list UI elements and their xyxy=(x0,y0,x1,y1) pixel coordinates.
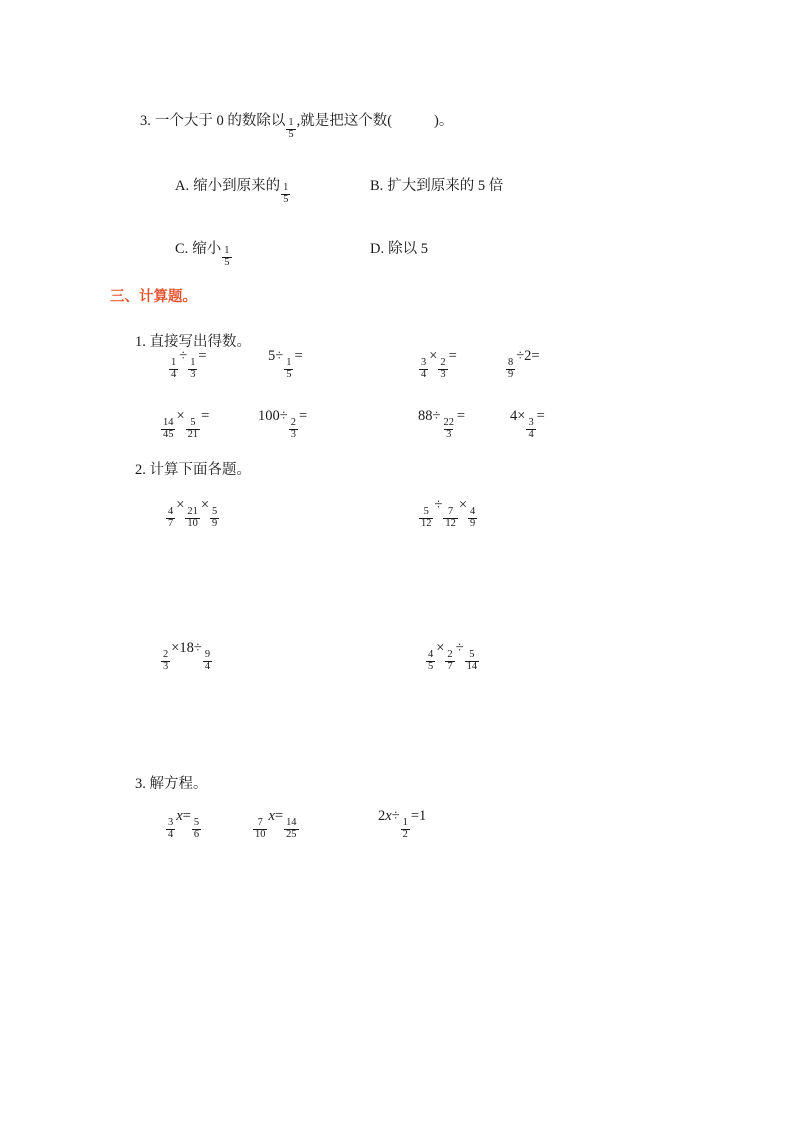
operator-text: = xyxy=(201,408,210,424)
fraction xyxy=(210,507,219,530)
calc-row-2 xyxy=(0,640,793,680)
section-3-heading-wrap xyxy=(0,285,793,306)
operator-text: 2 xyxy=(378,808,386,824)
operator-text: = xyxy=(182,808,191,824)
option-b[interactable] xyxy=(370,175,503,198)
equation-expr-3 xyxy=(378,808,426,841)
fraction-numerator: 1 xyxy=(402,816,408,828)
fraction-denominator: 3 xyxy=(290,428,296,440)
operator-text: ÷ xyxy=(391,808,400,824)
fraction-denominator: 12 xyxy=(445,517,456,529)
fraction-denominator: 3 xyxy=(440,368,446,380)
option-a[interactable] xyxy=(175,175,291,206)
operator-text: × xyxy=(429,348,438,364)
fraction-denominator: 3 xyxy=(163,660,169,672)
fraction xyxy=(289,418,298,441)
oral-expr-r2-1 xyxy=(160,408,209,441)
option-c-fraction: $\frac{1}{5}$ xyxy=(224,245,230,268)
fraction xyxy=(166,818,175,841)
calc-row-1 xyxy=(0,497,793,537)
fraction xyxy=(468,507,477,530)
fraction xyxy=(526,418,535,441)
operator-text: 5÷ xyxy=(268,348,284,364)
fraction-numerator: 14 xyxy=(286,816,297,828)
fraction-denominator: 2 xyxy=(402,828,408,840)
operator-text: = xyxy=(198,348,207,364)
fraction-denominator: 4 xyxy=(168,828,174,840)
fraction-one-fifth: $\frac{1}{5}$ xyxy=(288,117,294,140)
variable: x xyxy=(385,808,392,824)
fraction xyxy=(169,358,178,381)
fraction-numerator: 2 xyxy=(447,648,453,660)
fraction xyxy=(419,507,433,530)
fraction-numerator: 4 xyxy=(428,648,434,660)
calc-expr-r2-1 xyxy=(160,640,213,673)
fraction-denominator: 10 xyxy=(187,517,198,529)
fraction-denominator: 14 xyxy=(466,660,478,672)
operator-text: = xyxy=(448,348,457,364)
operator-text: ÷ xyxy=(434,497,443,513)
fraction-denominator: 12 xyxy=(421,517,432,529)
fraction-denominator: 6 xyxy=(193,828,200,840)
operator-text: = xyxy=(274,808,284,824)
oral-expr-r2-2 xyxy=(258,408,307,441)
fraction xyxy=(419,358,428,381)
fraction xyxy=(161,418,175,441)
calc-expr-r1-2 xyxy=(418,497,478,530)
operator-text: ÷2= xyxy=(516,348,540,364)
fraction xyxy=(253,818,267,841)
fraction xyxy=(188,358,197,381)
fraction-denominator: 5 xyxy=(428,660,434,672)
calc-expr-r2-2 xyxy=(425,640,480,673)
fraction xyxy=(465,650,479,673)
fraction-numerator: 2 xyxy=(290,416,296,428)
fraction-numerator: 7 xyxy=(448,505,454,517)
option-d-text: 除以 5 xyxy=(388,241,428,257)
oral-expr-r2-4 xyxy=(510,408,545,441)
sub-section-2-wrap xyxy=(0,458,793,479)
oral-expr-r1-1 xyxy=(168,348,207,381)
fraction-numerator: 1 xyxy=(171,356,177,368)
fraction-numerator: 5 xyxy=(193,816,200,828)
operator-text: 88÷ xyxy=(418,408,441,424)
operator-text: ×18÷ xyxy=(171,640,202,656)
fraction xyxy=(161,650,170,673)
fraction-denominator: 3 xyxy=(190,368,196,380)
fraction-numerator: 14 xyxy=(163,416,174,428)
fraction-numerator: 8 xyxy=(508,356,514,368)
fraction-denominator: 21 xyxy=(187,428,199,440)
sub-section-2-label: 2. 计算下面各题。 xyxy=(135,462,251,478)
fraction xyxy=(426,650,435,673)
operator-text: × xyxy=(436,640,445,656)
question-3 xyxy=(0,110,793,141)
operator-text: ÷ xyxy=(179,348,188,364)
fraction-numerator: 3 xyxy=(528,416,534,428)
fraction-denominator: 9 xyxy=(508,368,514,380)
fraction-numerator: 5 xyxy=(212,505,218,517)
option-a-fraction: $\frac{1}{5}$ xyxy=(283,182,289,205)
oral-expr-r2-3 xyxy=(418,408,465,441)
fraction-numerator: 4 xyxy=(470,505,476,517)
fraction-numerator: 4 xyxy=(168,505,174,517)
fraction-numerator: 3 xyxy=(168,816,174,828)
variable: x xyxy=(268,808,275,824)
fraction xyxy=(185,507,199,530)
operator-text: × xyxy=(176,497,185,513)
fraction-numerator: 5 xyxy=(190,416,196,428)
fraction xyxy=(443,507,457,530)
operator-text: 100÷ xyxy=(258,408,288,424)
oral-calc-row-2 xyxy=(0,408,793,448)
fraction-denominator: 7 xyxy=(447,660,453,672)
option-d-label: D. xyxy=(370,241,385,257)
sub-section-1-label: 1. 直接写出得数。 xyxy=(135,334,251,350)
option-c-text: 缩小 xyxy=(192,241,222,257)
fraction-denominator: 4 xyxy=(204,660,211,672)
fraction xyxy=(166,507,175,530)
fraction-numerator: 2 xyxy=(163,648,169,660)
fraction-denominator: 5 xyxy=(286,368,292,380)
operator-text: = xyxy=(298,408,308,424)
fraction-numerator: 5 xyxy=(469,648,475,660)
fraction-numerator: 21 xyxy=(187,505,198,517)
fraction-numerator: 22 xyxy=(443,416,454,428)
option-d[interactable] xyxy=(370,238,428,261)
oral-expr-r1-3 xyxy=(418,348,457,381)
fraction xyxy=(438,358,447,381)
operator-text: 4× xyxy=(510,408,526,424)
sub-section-3-wrap xyxy=(0,772,793,793)
option-a-label: A. xyxy=(175,178,190,194)
fraction-numerator: 3 xyxy=(421,356,427,368)
fraction-numerator: 7 xyxy=(257,816,263,828)
fraction-numerator: 9 xyxy=(204,648,211,660)
operator-text: × xyxy=(176,408,185,424)
option-b-label: B. xyxy=(370,178,384,194)
fraction-denominator: 9 xyxy=(212,517,218,529)
oral-expr-r1-4 xyxy=(505,348,540,381)
section-3-heading: 三、计算题。 xyxy=(110,289,197,305)
fraction-numerator: 1 xyxy=(286,356,292,368)
fraction-numerator: 2 xyxy=(440,356,446,368)
fraction-numerator: 5 xyxy=(423,505,429,517)
option-c-label: C. xyxy=(175,241,189,257)
fraction xyxy=(441,418,455,441)
fraction-denominator: 4 xyxy=(528,428,534,440)
operator-text: = xyxy=(456,408,466,424)
sub-section-3-label: 3. 解方程。 xyxy=(135,776,208,792)
fraction-denominator: 45 xyxy=(163,428,174,440)
question-3-text-after: ,就是把这个数( xyxy=(296,113,393,129)
question-3-number: 3. xyxy=(140,113,151,129)
fraction-denominator: 7 xyxy=(168,517,174,529)
fraction xyxy=(401,818,410,841)
fraction-denominator: 10 xyxy=(255,828,266,840)
operator-text: = xyxy=(294,348,303,364)
equation-expr-2 xyxy=(252,808,300,841)
oral-expr-r1-2 xyxy=(268,348,303,381)
fraction xyxy=(284,818,298,841)
operator-text: × xyxy=(458,497,468,513)
fraction-denominator: 4 xyxy=(171,368,177,380)
equation-expr-1 xyxy=(165,808,202,841)
operator-text: = xyxy=(536,408,545,424)
fraction xyxy=(192,818,201,841)
fraction-numerator: 1 xyxy=(190,356,196,368)
option-b-text: 扩大到原来的 5 倍 xyxy=(387,178,504,194)
fraction xyxy=(203,650,212,673)
operator-text: ÷ xyxy=(455,640,464,656)
operator-text: =1 xyxy=(410,808,427,824)
equation-row xyxy=(0,808,793,848)
calc-expr-r1-1 xyxy=(165,497,220,530)
fraction xyxy=(284,358,293,381)
option-a-text: 缩小到原来的 xyxy=(193,178,281,194)
fraction xyxy=(186,418,200,441)
fraction-denominator: 9 xyxy=(470,517,476,529)
fraction-denominator: 25 xyxy=(286,828,297,840)
oral-calc-row-1 xyxy=(0,348,793,388)
question-3-text-close: )。 xyxy=(434,113,454,129)
variable: x xyxy=(176,808,183,824)
fraction-denominator: 3 xyxy=(446,428,452,440)
fraction xyxy=(445,650,454,673)
fraction-denominator: 4 xyxy=(421,368,427,380)
operator-text: × xyxy=(200,497,210,513)
option-c[interactable] xyxy=(175,238,233,269)
fraction xyxy=(506,358,515,381)
question-3-text-before: 一个大于 0 的数除以 xyxy=(154,113,286,129)
